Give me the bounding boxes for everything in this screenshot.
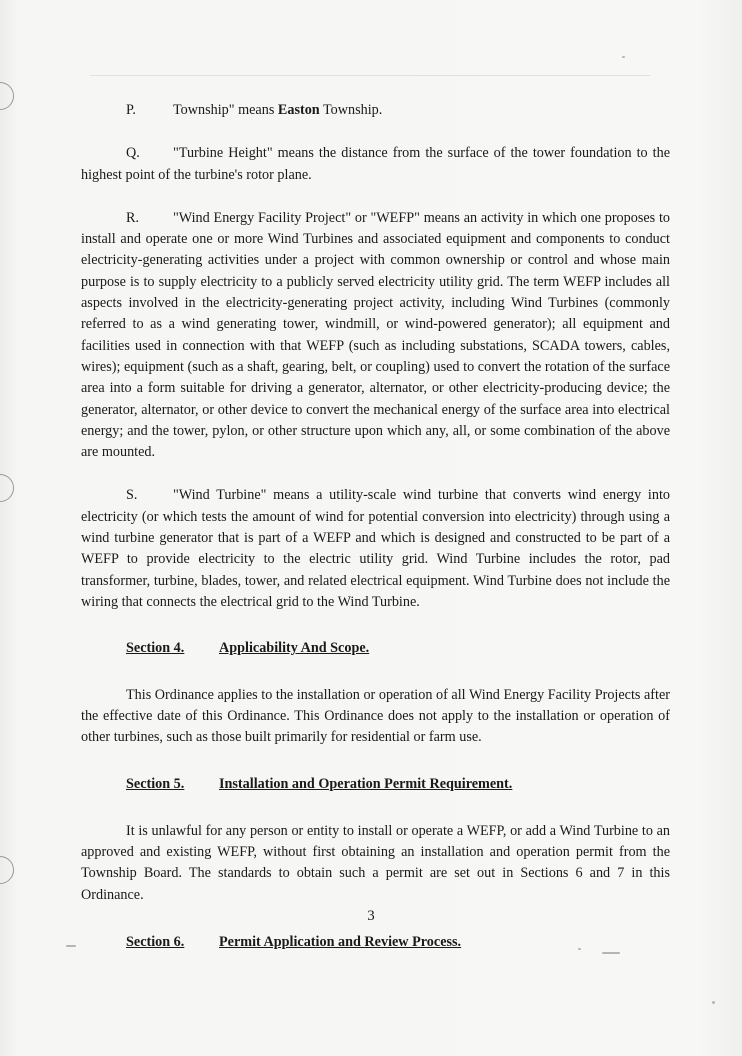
- definition-label: P.: [126, 102, 136, 118]
- section-body: This Ordinance applies to the installation or operation of all Wind Energy Facility Projects after the effective date of this Ordinance. This Ordinance does not apply to the installation or operation of other turbines, such as those built primarily for residential or farm use.: [81, 686, 670, 746]
- definition-text: "Wind Energy Facility Project" or "WEFP" means an activity in which one proposes to install and operate one or more Wind Turbines and associated equipment and components to conduct electricity-generating activities under a project with common ownership or control and whose main purpose is to supply electricity to a publicly served electricity utility grid. The term WEFP includes all aspects involved in the electricity-generating project activity, including Wind Turbines (commonly referred to as a wind generating tower, windmill, or wind-powered generator); all equipment and facilities used in connection with that WEFP (such as including substations, SCADA towers, cables, wires); equipment (such as a shaft, gearing, belt, or coupling) used to convert the rotation of the surface area into a form suitable for driving a generator, alternator, or other electricity-producing device; the generator, alternator, or other device to convert the mechanical energy of the surface area into electrical energy; and the tower, pylon, or other structure upon which any, all, or some combination of the above are mounted.: [81, 209, 670, 461]
- binder-hole: [0, 474, 14, 502]
- section-number: Section 5.: [126, 776, 185, 793]
- definition-p: [81, 100, 670, 121]
- binder-hole: [0, 82, 14, 110]
- section-number: Section 4.: [126, 640, 185, 657]
- page-number: 3: [367, 908, 375, 924]
- scan-speck: [712, 1001, 715, 1004]
- definition-text: "Wind Turbine" means a utility-scale wind turbine that converts wind energy into electricity (or which tests the amount of wind for potential conversion into electricity) through using a wind turbine generator that is part of a WEFP and which is designed and constructed to be part of a WEFP to provide electricity to the electric utility grid. Wind Turbine includes the rotor, pad transformer, turbine, blades, tower, and related electrical equipment. Wind Turbine does not include the wiring that connects the electrical grid to the Wind Turbine.: [81, 487, 670, 610]
- section-number: Section 6.: [126, 933, 185, 950]
- definition-s: [81, 485, 670, 613]
- definition-q: [81, 143, 670, 186]
- document-body: [81, 100, 670, 978]
- section-heading: [126, 638, 670, 659]
- section-heading: [126, 932, 670, 953]
- definition-label: R.: [126, 209, 140, 226]
- section-body: It is unlawful for any person or entity to install or operate a WEFP, or add a Wind Turbine to an approved and existing WEFP, without first obtaining an installation and operation permit from the Township Board. The standards to obtain such a permit are set out in Sections 6 and 7 in this Ordinance.: [81, 822, 670, 903]
- section-title: Applicability And Scope.: [219, 640, 370, 657]
- definition-label: Q.: [126, 145, 140, 162]
- definition-text: "Turbine Height" means the distance from the surface of the tower foundation to the highest point of the turbine's rotor plane.: [81, 145, 670, 183]
- binder-hole: [0, 856, 14, 884]
- definition-bold-term: Easton: [277, 102, 320, 118]
- definition-text-part: Township" means: [173, 102, 278, 118]
- definition-text-part: Township.: [319, 102, 383, 118]
- scan-speck: [622, 56, 625, 58]
- scan-speck: [66, 945, 76, 947]
- definition-label: S.: [126, 487, 138, 504]
- section-title: Permit Application and Review Process.: [219, 933, 462, 950]
- section-heading: [126, 774, 670, 795]
- section-title: Installation and Operation Permit Requirement.: [219, 776, 513, 793]
- definition-r: [81, 208, 670, 464]
- bleed-through-line: [90, 75, 650, 86]
